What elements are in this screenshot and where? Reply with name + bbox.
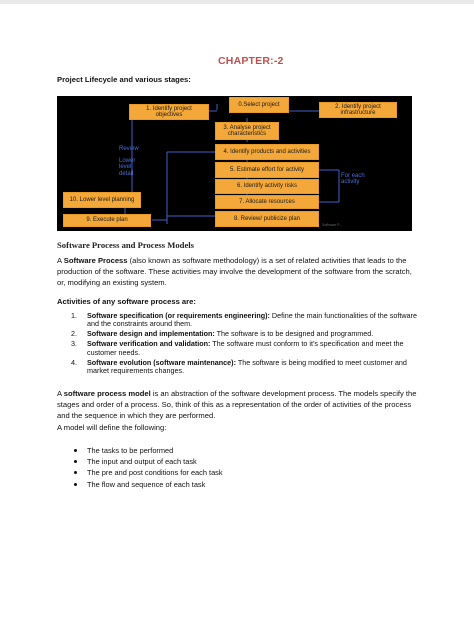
model-item — [57, 456, 417, 467]
bullet-icon — [74, 460, 77, 463]
stage-box-7: 7. Allocate resources — [215, 195, 319, 209]
page-top-edge — [0, 0, 474, 4]
para1-term: Software Process — [63, 256, 128, 265]
activity-number: 3. — [71, 339, 77, 349]
model-item-text: The input and output of each task — [87, 457, 197, 467]
diagram-caption: Software P... — [322, 223, 343, 227]
activity-text: Define the main functionalities of the software and the constraints around them. — [87, 311, 417, 329]
activity-item — [57, 340, 417, 357]
stage-box-0: 0.Select project — [229, 97, 289, 113]
chapter-heading: CHAPTER:-2 — [218, 55, 284, 67]
section-heading: Software Process and Process Models — [57, 240, 195, 250]
model-items-list — [57, 445, 417, 490]
activity-term: Software specification (or requirements engineering): — [87, 311, 270, 320]
activity-item — [57, 330, 417, 338]
model-item-text: The flow and sequence of each task — [87, 479, 206, 489]
model-intro: A model will define the following: — [57, 423, 167, 432]
para1-rest: (also known as software methodology) is a set of related activities that leads to the production of the software. These activities may involve the development of the software from the scratch, or, modifying an existing system. — [57, 256, 412, 288]
activities-list — [57, 312, 417, 377]
stage-box-2: 2. Identify project infrastructure — [319, 102, 397, 118]
bullet-icon — [74, 449, 77, 452]
review-label: Review — [119, 146, 139, 152]
stage-box-3: 3. Analyse project characteristics — [215, 122, 279, 140]
bullet-icon — [74, 483, 77, 486]
bullet-icon — [74, 471, 77, 474]
stage-box-4: 4. Identify products and activities — [215, 144, 319, 160]
paragraph-process-model — [57, 388, 417, 422]
activity-text: The software is being modified to meet customer and market requirements changes. — [87, 357, 407, 376]
model-item-text: The pre and post conditions for each task — [87, 468, 223, 478]
stage-box-8: 8. Review/ publicize plan — [215, 211, 319, 227]
activity-number: 4. — [71, 357, 77, 367]
activity-term: Software design and implementation: — [87, 329, 215, 339]
paragraph-software-process — [57, 255, 417, 289]
model-item-text: The tasks to be performed — [87, 446, 174, 455]
stage-box-9: 9. Execute plan — [63, 214, 151, 227]
para2-prefix: A — [57, 389, 64, 398]
activities-title: Activities of any software process are: — [57, 297, 196, 306]
activity-number: 1. — [71, 311, 77, 320]
activity-item — [57, 359, 417, 376]
model-item — [57, 479, 417, 490]
activity-text: The software must conform to it’s specification and meet the customer needs. — [87, 339, 404, 357]
lifecycle-diagram — [57, 96, 412, 231]
section-subtitle: Project Lifecycle and various stages: — [57, 75, 191, 84]
stage-box-6: 6. Identify activity risks — [215, 179, 319, 194]
model-item — [57, 467, 417, 478]
for-each-activity-label: For each activity — [341, 173, 365, 186]
stage-box-5: 5. Estimate effort for activity — [215, 162, 319, 178]
activity-number: 2. — [71, 329, 77, 339]
activity-term: Software verification and validation: — [87, 339, 211, 349]
para1-prefix: A — [57, 256, 64, 265]
para2-rest: is an abstraction of the software development process. The models specify the stages and order of a process. So, think of this as a representation of the order of activities of the process and the sequence in which they are performed. — [57, 389, 417, 421]
activity-item — [57, 312, 417, 329]
stage-box-1: 1. Identify project objectives — [129, 104, 209, 120]
stage-box-10: 10. Lower level planning — [63, 192, 141, 208]
activity-text: The software is to be designed and programmed. — [214, 329, 374, 339]
activity-term: Software evolution (software maintenance): — [87, 357, 236, 367]
model-item — [57, 445, 417, 456]
para2-term: software process model — [63, 389, 151, 398]
lower-level-detail-label: Lower level detail — [119, 158, 136, 177]
